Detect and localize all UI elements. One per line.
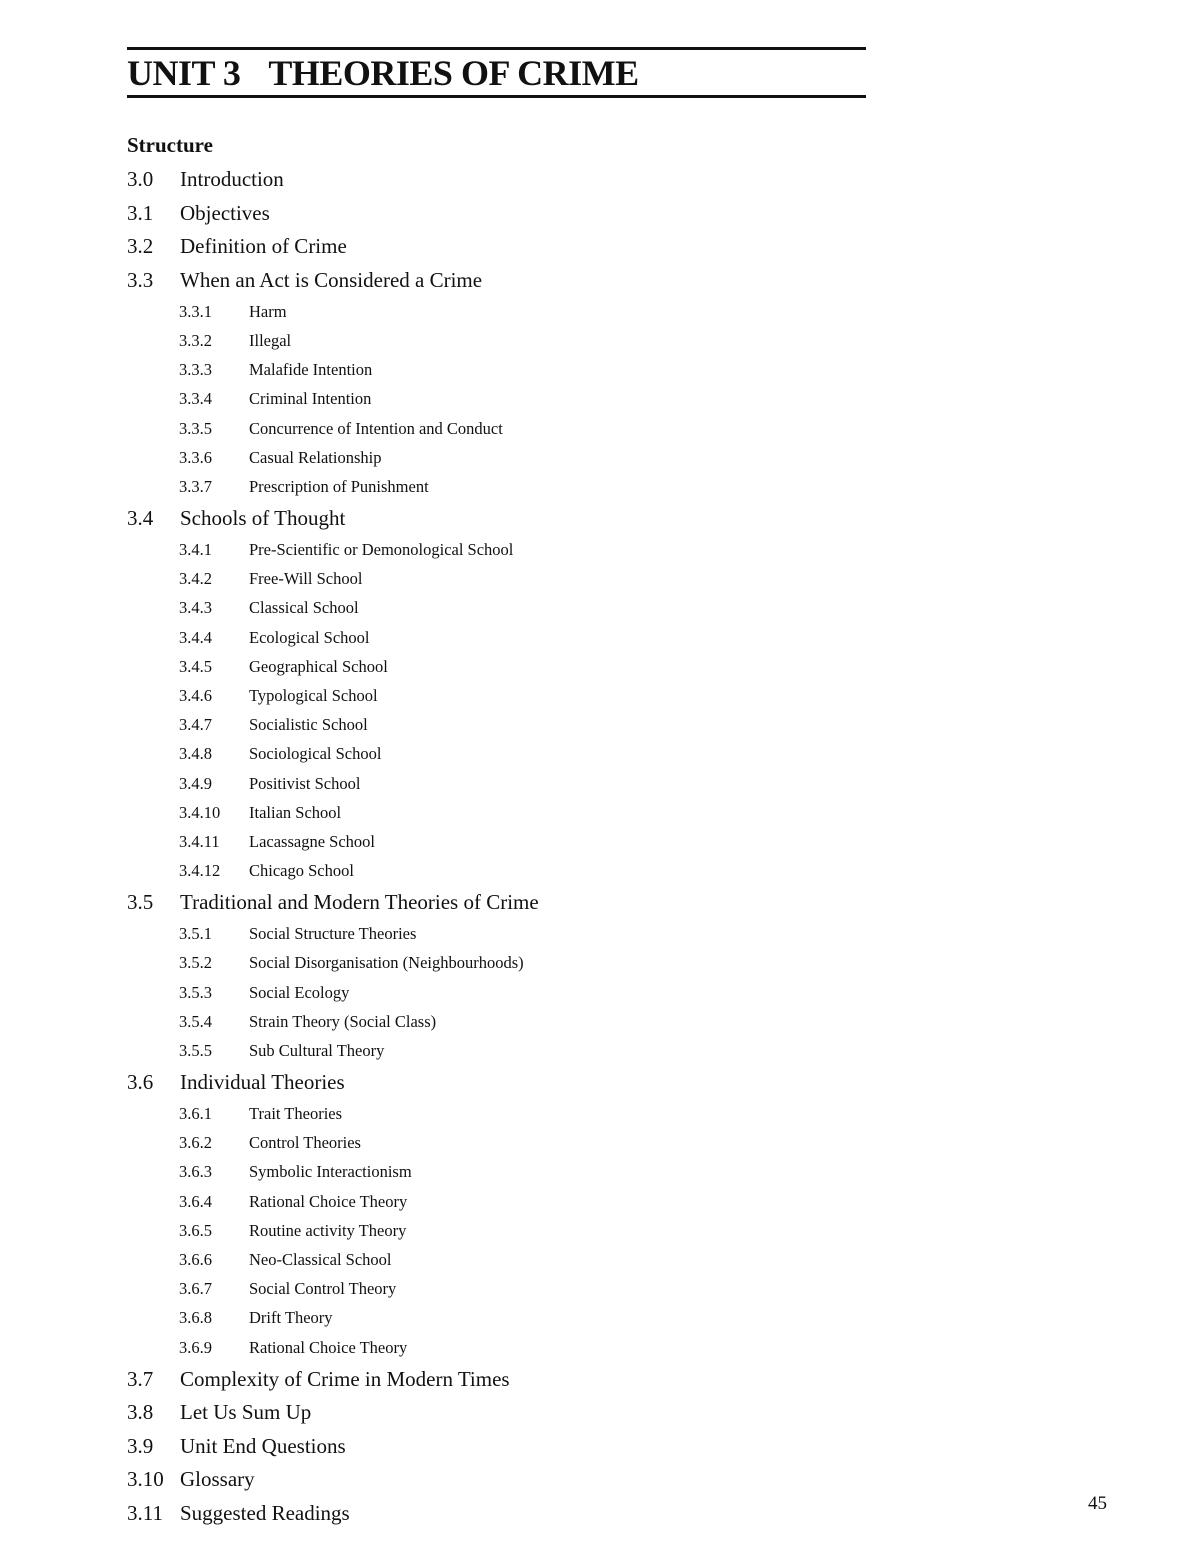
toc-title: Symbolic Interactionism — [249, 1162, 412, 1182]
toc-number: 3.4.11 — [179, 832, 220, 851]
toc-number: 3.4.3 — [179, 598, 212, 618]
toc-title: Trait Theories — [249, 1104, 343, 1123]
toc-section — [127, 1464, 255, 1494]
toc-number: 3.6.9 — [179, 1337, 212, 1357]
toc-title: Classical School — [249, 598, 359, 618]
toc-section — [127, 1067, 345, 1097]
toc-number: 3.6.2 — [179, 1133, 212, 1153]
toc-number: 3.6.5 — [179, 1220, 212, 1240]
toc-number: 3.4.1 — [179, 540, 212, 559]
toc-subsection — [179, 800, 341, 826]
structure-heading: Structure — [127, 133, 213, 157]
toc-number: 3.3.6 — [179, 447, 212, 467]
toc-number: 3.3.5 — [179, 418, 212, 438]
toc-section — [127, 1397, 311, 1427]
toc-title: Unit End Questions — [180, 1433, 346, 1458]
toc-title: Positivist School — [249, 773, 361, 793]
toc-number: 3.6.7 — [179, 1279, 212, 1299]
toc-title: Lacassagne School — [249, 832, 375, 851]
toc-number: 3.4.7 — [179, 715, 212, 735]
toc-number: 3.2 — [127, 234, 154, 259]
toc-title: Social Control Theory — [249, 1279, 397, 1299]
toc-subsection — [179, 771, 360, 797]
toc-title: Glossary — [180, 1467, 255, 1492]
toc-number: 3.9 — [127, 1433, 154, 1458]
toc-subsection — [179, 1189, 407, 1215]
toc-number: 3.3.4 — [179, 389, 212, 409]
toc-title: Chicago School — [249, 861, 354, 881]
toc-title: Schools of Thought — [180, 506, 346, 530]
toc-title: Rational Choice Theory — [249, 1191, 408, 1211]
toc-section — [127, 1364, 510, 1394]
toc-title: Pre-Scientific or Demonological School — [249, 540, 514, 559]
toc-section — [127, 231, 347, 261]
page-number: 45 — [1088, 1493, 1107, 1514]
toc-title: Geographical School — [249, 656, 388, 676]
toc-subsection — [179, 416, 503, 442]
toc-title: Illegal — [249, 331, 292, 350]
toc-section — [127, 1431, 346, 1461]
toc-subsection — [179, 625, 370, 651]
toc-number: 3.3 — [127, 267, 154, 292]
toc-subsection — [179, 1218, 406, 1244]
toc-number: 3.6.6 — [179, 1250, 212, 1269]
toc-number: 3.4.10 — [179, 802, 221, 822]
toc-subsection — [179, 1276, 396, 1302]
toc-subsection — [179, 1101, 342, 1127]
toc-number: 3.8 — [127, 1400, 154, 1425]
toc-section — [127, 198, 270, 228]
toc-title: Ecological School — [249, 627, 370, 647]
toc-title: When an Act is Considered a Crime — [180, 267, 483, 292]
toc-number: 3.3.2 — [179, 331, 212, 350]
unit-title — [127, 53, 639, 93]
unit-title-text: THEORIES OF CRIME — [268, 53, 639, 93]
title-top-rule — [127, 47, 866, 50]
toc-subsection — [179, 1130, 361, 1156]
toc-number: 3.6 — [127, 1070, 154, 1094]
toc-subsection — [179, 1305, 333, 1331]
toc-subsection — [179, 1009, 436, 1035]
toc-number: 3.3.3 — [179, 360, 212, 380]
toc-number: 3.4.5 — [179, 656, 212, 676]
toc-title: Harm — [249, 301, 287, 321]
toc-title: Social Structure Theories — [249, 924, 417, 944]
toc-title: Individual Theories — [180, 1070, 345, 1094]
toc-subsection — [179, 829, 375, 855]
toc-number: 3.4.4 — [179, 627, 212, 647]
toc-subsection — [179, 386, 371, 412]
toc-number: 3.4.9 — [179, 773, 212, 793]
toc-number: 3.4 — [127, 506, 154, 530]
toc-subsection — [179, 328, 291, 354]
toc-subsection — [179, 921, 416, 947]
toc-number: 3.3.1 — [179, 301, 212, 321]
toc-title: Introduction — [180, 167, 284, 191]
toc-title: Suggested Readings — [180, 1501, 350, 1525]
toc-title: Malafide Intention — [249, 360, 373, 380]
toc-subsection — [179, 654, 388, 680]
toc-section — [127, 503, 345, 533]
toc-title: Traditional and Modern Theories of Crime — [180, 890, 539, 915]
toc-number: 3.11 — [127, 1501, 163, 1525]
toc-subsection — [179, 980, 349, 1006]
toc-title: Routine activity Theory — [249, 1220, 407, 1240]
toc-number: 3.5.1 — [179, 924, 212, 944]
toc-title: Sociological School — [249, 744, 382, 764]
toc-title: Rational Choice Theory — [249, 1337, 408, 1357]
toc-subsection — [179, 1038, 384, 1064]
toc-title: Social Ecology — [249, 982, 350, 1002]
toc-number: 3.7 — [127, 1366, 154, 1391]
toc-title: Objectives — [180, 200, 270, 225]
toc-number: 3.4.2 — [179, 569, 212, 589]
toc-subsection — [179, 1247, 392, 1273]
toc-title: Drift Theory — [249, 1308, 333, 1328]
toc-title: Prescription of Punishment — [249, 477, 429, 496]
toc-title: Social Disorganisation (Neighbourhoods) — [249, 953, 524, 973]
toc-title: Neo-Classical School — [249, 1250, 392, 1269]
toc-number: 3.6.4 — [179, 1191, 212, 1211]
toc-number: 3.5.5 — [179, 1041, 212, 1060]
toc-number: 3.0 — [127, 167, 154, 191]
toc-subsection — [179, 683, 378, 709]
toc-number: 3.4.12 — [179, 861, 221, 881]
toc-number: 3.10 — [127, 1467, 164, 1492]
toc-subsection — [179, 1159, 412, 1185]
toc-subsection — [179, 566, 362, 592]
toc-number: 3.5.3 — [179, 982, 212, 1002]
toc-subsection — [179, 357, 372, 383]
toc-number: 3.6.8 — [179, 1308, 212, 1328]
toc-title: Criminal Intention — [249, 389, 372, 409]
toc-title: Definition of Crime — [180, 234, 347, 259]
toc-number: 3.5.2 — [179, 953, 212, 973]
toc-number: 3.6.1 — [179, 1104, 212, 1123]
toc-section — [127, 1498, 350, 1528]
unit-number: UNIT 3 — [127, 53, 241, 93]
toc-subsection — [179, 474, 429, 500]
toc-subsection — [179, 1335, 407, 1361]
toc-number: 3.6.3 — [179, 1162, 212, 1182]
toc-subsection — [179, 445, 381, 471]
toc-title: Free-Will School — [249, 569, 363, 589]
toc-subsection — [179, 950, 524, 976]
toc-section — [127, 164, 284, 194]
toc-title: Typological School — [249, 686, 378, 705]
toc-subsection — [179, 595, 359, 621]
toc-section — [127, 265, 482, 295]
toc-number: 3.1 — [127, 200, 154, 225]
toc-subsection — [179, 858, 354, 884]
toc-section — [127, 887, 539, 917]
toc-subsection — [179, 299, 287, 325]
toc-subsection — [179, 712, 368, 738]
toc-number: 3.3.7 — [179, 477, 212, 496]
toc-subsection — [179, 741, 381, 767]
toc-number: 3.5 — [127, 890, 154, 915]
toc-title: Casual Relationship — [249, 447, 382, 467]
toc-number: 3.5.4 — [179, 1011, 212, 1031]
toc-title: Let Us Sum Up — [180, 1400, 312, 1425]
toc-number: 3.4.6 — [179, 686, 212, 705]
toc-title: Strain Theory (Social Class) — [249, 1011, 437, 1031]
toc-number: 3.4.8 — [179, 744, 212, 764]
title-bottom-rule — [127, 95, 866, 98]
toc-title: Socialistic School — [249, 715, 368, 735]
toc-title: Italian School — [249, 802, 342, 822]
toc-title: Control Theories — [249, 1133, 361, 1153]
toc-title: Complexity of Crime in Modern Times — [180, 1366, 510, 1391]
toc-title: Concurrence of Intention and Conduct — [249, 418, 503, 438]
toc-title: Sub Cultural Theory — [249, 1041, 385, 1060]
toc-subsection — [179, 537, 513, 563]
